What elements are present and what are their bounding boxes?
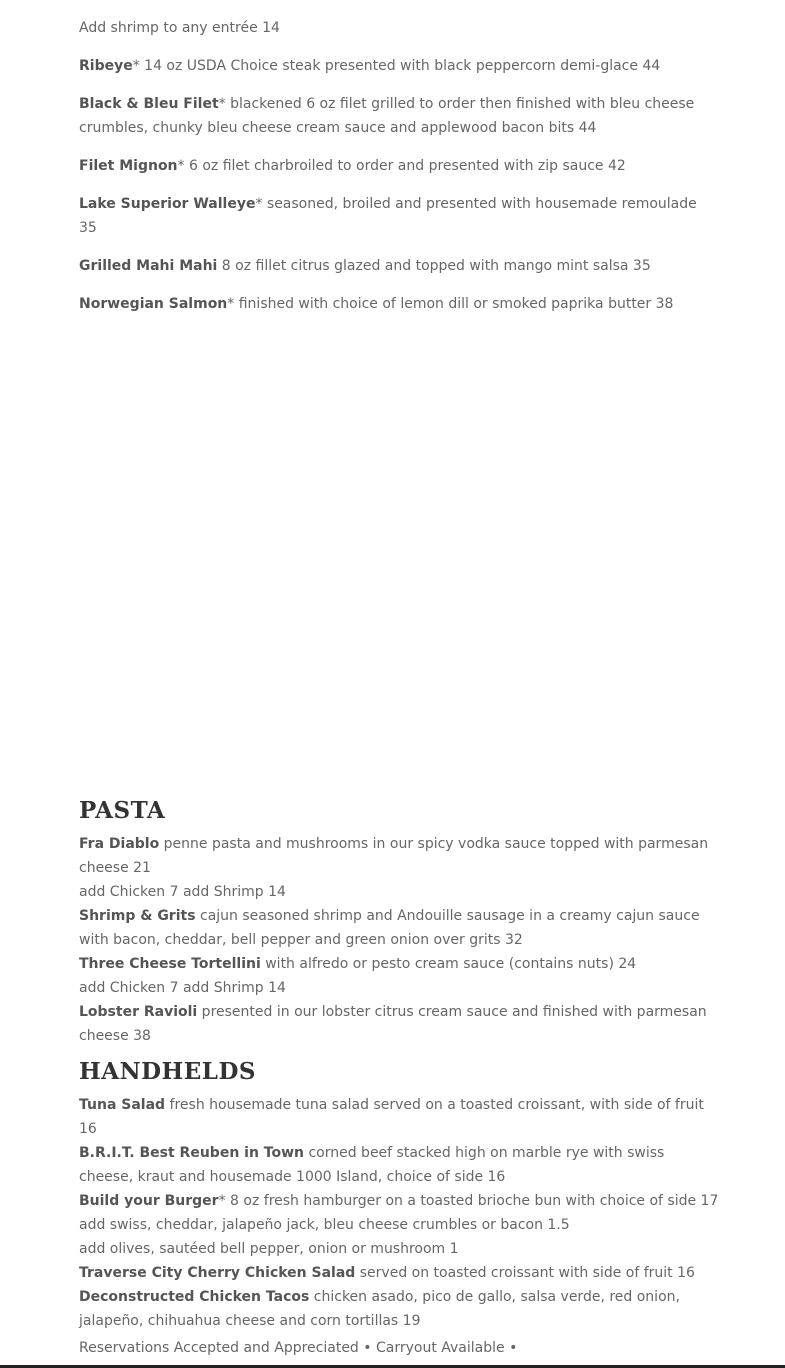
item-name: Shrimp & Grits: [79, 908, 196, 924]
handhelds-section: [79, 1057, 719, 1333]
item-desc: penne pasta and mushrooms in our spicy vodka sauce topped with parmesan cheese 21: [79, 836, 709, 876]
item-desc: Add shrimp to any entrée 14: [79, 20, 280, 36]
item-desc: add olives, sautéed bell pepper, onion or mushroom 1: [79, 1241, 459, 1257]
item-desc: * seasoned, broiled and presented with housemade remoulade 35: [79, 196, 697, 236]
item-name: Lobster Ravioli: [79, 1004, 198, 1020]
item-name: Deconstructed Chicken Tacos: [79, 1289, 310, 1305]
item-name: Black & Bleu Filet: [79, 96, 219, 112]
menu-item: [79, 880, 719, 904]
menu-item: [79, 1093, 719, 1141]
menu-item: [79, 832, 719, 880]
item-desc: * 14 oz USDA Choice steak presented with black peppercorn demi-glace 44: [132, 58, 661, 74]
entree-list: [79, 0, 719, 330]
menu-item: [79, 54, 719, 78]
item-desc: * 6 oz filet charbroiled to order and presented with zip sauce 42: [177, 158, 626, 174]
menu-item: [79, 154, 719, 178]
item-desc: add Chicken 7 add Shrimp 14: [79, 884, 286, 900]
item-desc: add swiss, cheddar, jalapeño jack, bleu cheese crumbles or bacon 1.5: [79, 1217, 570, 1233]
item-desc: * finished with choice of lemon dill or smoked paprika butter 38: [227, 296, 674, 312]
item-name: Three Cheese Tortellini: [79, 956, 261, 972]
menu-item: [79, 1189, 719, 1213]
menu-item: [79, 1213, 719, 1237]
menu-item: [79, 1285, 719, 1333]
menu-item: [79, 254, 719, 278]
item-desc: * blackened 6 oz filet grilled to order then finished with bleu cheese crumbles, chunky bleu cheese cream sauce and applewood bacon bits 44: [79, 96, 695, 136]
menu-item: [79, 976, 719, 1000]
pasta-section: [79, 796, 719, 1048]
menu-item: [79, 904, 719, 952]
item-name: Grilled Mahi Mahi: [79, 258, 218, 274]
item-desc: with alfredo or pesto cream sauce (contains nuts) 24: [260, 956, 637, 972]
menu-item: [79, 1141, 719, 1189]
section-title: PASTA: [79, 797, 166, 824]
item-desc: served on toasted croissant with side of fruit 16: [355, 1265, 695, 1281]
item-desc: presented in our lobster citrus cream sauce and finished with parmesan cheese 38: [79, 1004, 707, 1044]
menu-item: [79, 1237, 719, 1261]
footer-note: Reservations Accepted and Appreciated • Carryout Available •: [79, 1340, 518, 1356]
item-desc: cajun seasoned shrimp and Andouille sausage in a creamy cajun sauce with bacon, cheddar, bell pepper and green onion over grits 32: [79, 908, 700, 948]
item-desc: add Chicken 7 add Shrimp 14: [79, 980, 286, 996]
item-desc: corned beef stacked high on marble rye with swiss cheese, kraut and housemade 1000 Island, choice of side 16: [79, 1145, 665, 1185]
menu-item: [79, 1261, 719, 1285]
item-name: Tuna Salad: [79, 1097, 166, 1113]
menu-item: [79, 1000, 719, 1048]
item-name: Ribeye: [79, 58, 133, 74]
section-title: HANDHELDS: [79, 1058, 257, 1085]
item-name: Build your Burger: [79, 1193, 219, 1209]
item-name: Traverse City Cherry Chicken Salad: [79, 1265, 356, 1281]
item-name: B.R.I.T. Best Reuben in Town: [79, 1145, 305, 1161]
item-desc: fresh housemade tuna salad served on a toasted croissant, with side of fruit 16: [79, 1097, 704, 1137]
menu-item: [79, 952, 719, 976]
item-desc: 8 oz fillet citrus glazed and topped with mango mint salsa 35: [217, 258, 651, 274]
item-name: Norwegian Salmon: [79, 296, 228, 312]
item-desc: chicken asado, pico de gallo, salsa verde, red onion, jalapeño, chihuahua cheese and corn tortillas 19: [79, 1289, 680, 1329]
menu-item: [79, 292, 719, 316]
item-desc: * 8 oz fresh hamburger on a toasted brioche bun with choice of side 17: [218, 1193, 719, 1209]
item-name: Filet Mignon: [79, 158, 178, 174]
menu-item: [79, 16, 719, 40]
menu-item: [79, 92, 719, 140]
item-name: Fra Diablo: [79, 836, 160, 852]
menu-item: [79, 192, 719, 240]
item-name: Lake Superior Walleye: [79, 196, 256, 212]
